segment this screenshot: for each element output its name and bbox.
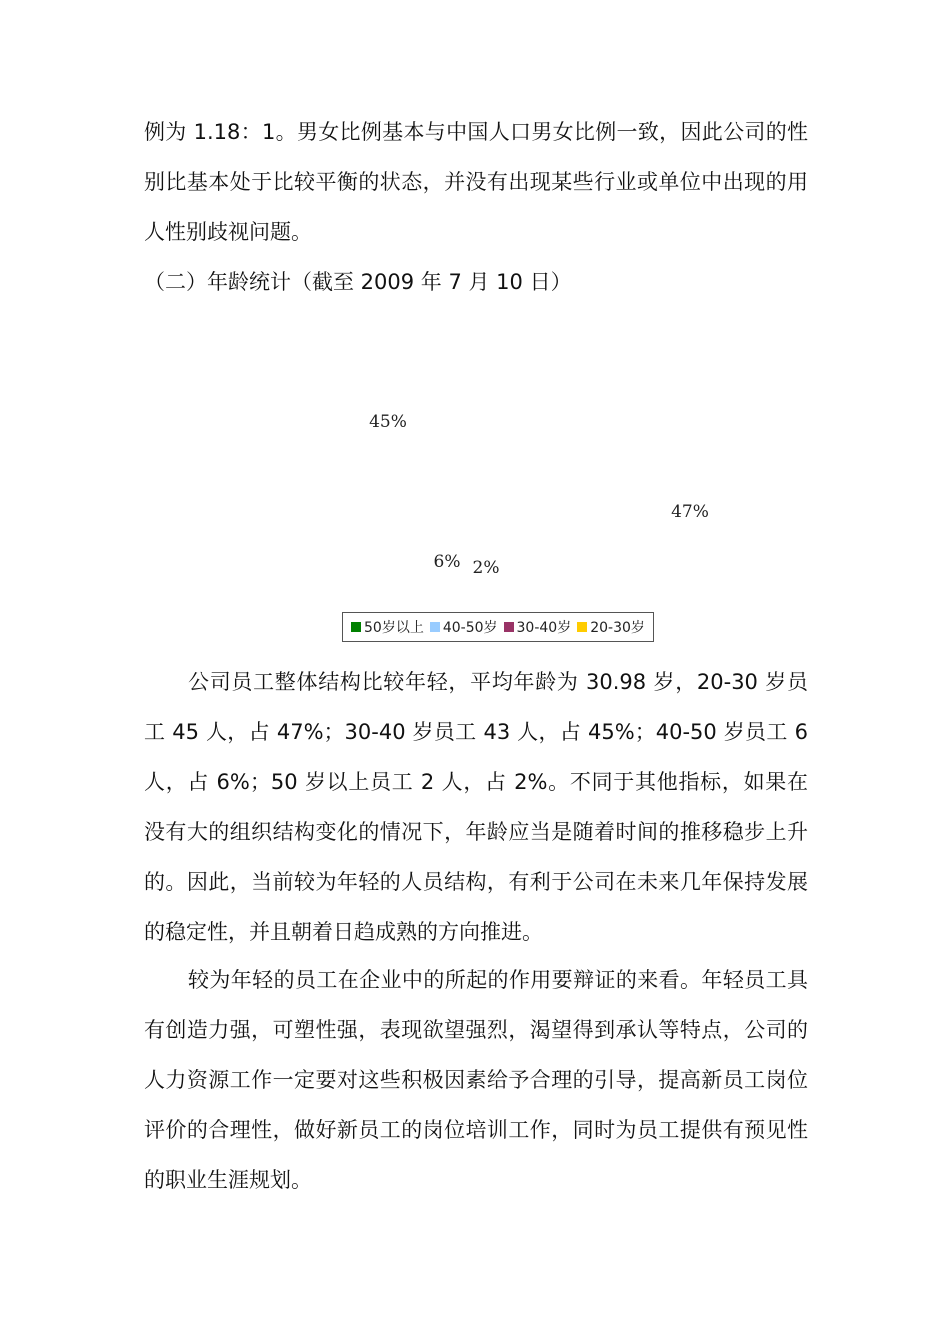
pie-chart-canvas	[0, 320, 950, 610]
legend-swatch-2	[504, 622, 514, 632]
chart-legend	[342, 612, 654, 642]
young-staff-paragraph: 较为年轻的员工在企业中的所起的作用要辩证的来看。年轻员工具有创造力强，可塑性强，表现欲望强烈，渴望得到承认等特点，公司的人力资源工作一定要对这些积极因素给予合理的引导，提高新员工岗位评价的合理性，做好新员工的岗位培训工作，同时为员工提供有预见性的职业生涯规划。	[144, 968, 808, 1192]
legend-label-1: 40-50岁	[442, 620, 498, 636]
pie-slice-label-3: 47%	[671, 502, 709, 522]
section-heading: （二）年龄统计（截至 2009 年 7 月 10 日）	[144, 270, 572, 294]
legend-label-2: 30-40岁	[516, 620, 572, 636]
intro-paragraph: 例为 1.18：1。男女比例基本与中国人口男女比例一致，因此公司的性别比基本处于比较平衡的状态，并没有出现某些行业或单位中出现的用人性别歧视问题。	[144, 120, 808, 244]
legend-swatch-1	[430, 622, 440, 632]
legend-swatch-3	[577, 622, 587, 632]
legend-item-3	[577, 617, 645, 637]
legend-label-3: 20-30岁	[590, 620, 645, 636]
pie-slice-label-1: 6%	[433, 552, 461, 572]
pie-slice-label-2: 45%	[369, 412, 407, 432]
pie-slice-label-0: 2%	[472, 558, 500, 578]
age-analysis-paragraph: 公司员工整体结构比较年轻，平均年龄为 30.98 岁，20-30 岁员工 45 人，占 47%；30-40 岁员工 43 人，占 45%；40-50 岁员工 6 人，占 6%；50 岁以上员工 2 人，占 2%。不同于其他指标，如果在没有大的组织结构变化的情况下，年龄应当是随着时间的推移稳步上升的。因此，当前较为年轻的人员结构，有利于公司在未来几年保持发展的稳定性，并且朝着日趋成熟的方向推进。	[144, 670, 808, 944]
legend-item-0	[351, 617, 424, 637]
legend-item-2	[504, 617, 572, 637]
legend-swatch-0	[351, 622, 361, 632]
legend-item-1	[430, 617, 498, 637]
age-pie-chart	[0, 320, 950, 650]
legend-label-0: 50岁以上	[364, 620, 424, 636]
